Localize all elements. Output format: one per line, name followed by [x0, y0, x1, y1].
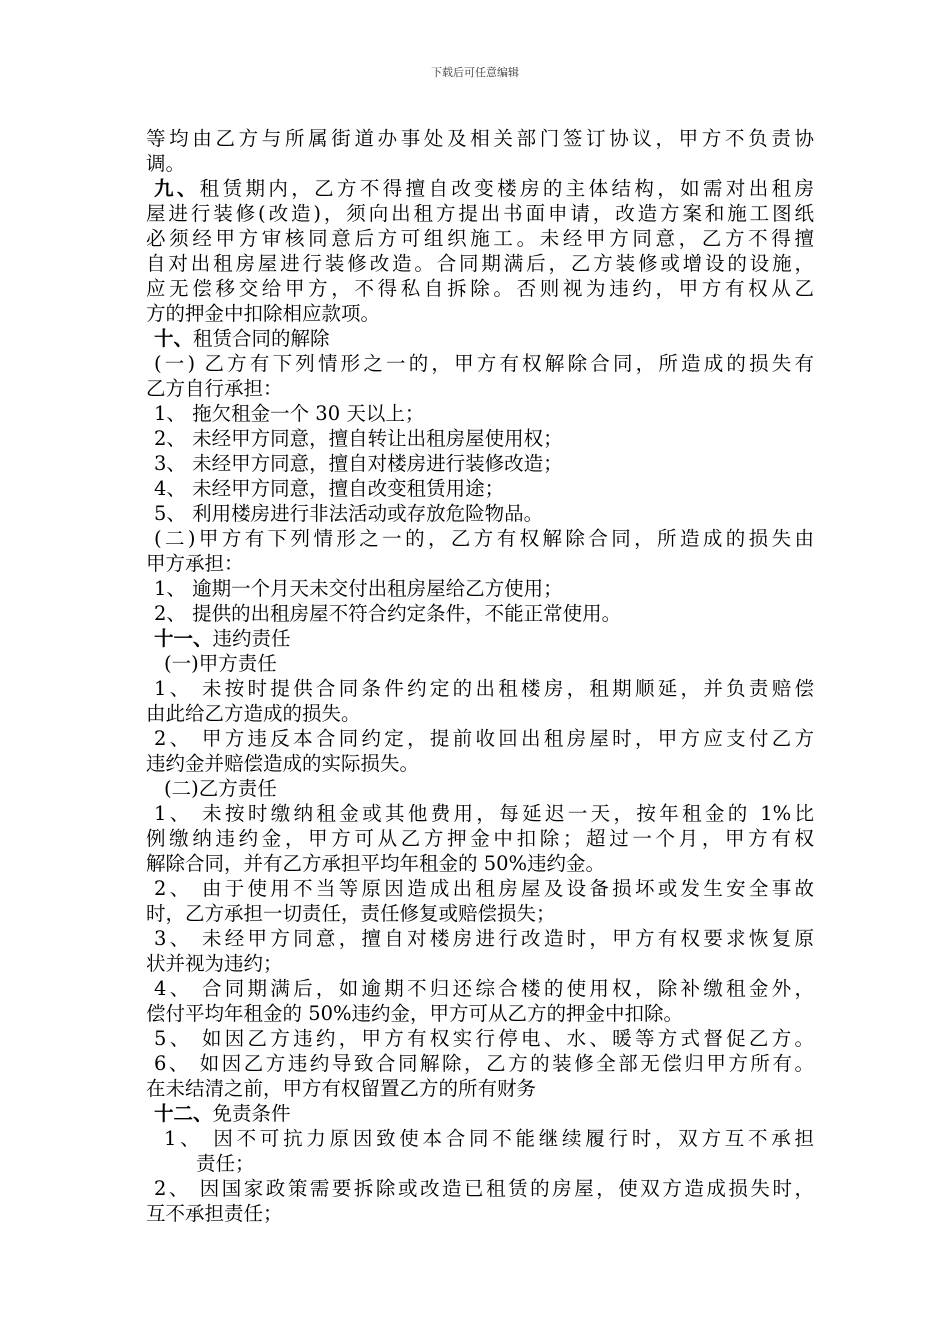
line-text: 租赁期内，乙方不得擅自改变楼房的主体结构，如需对出租房 [199, 177, 814, 200]
line-text: 1、 未按时缴纳租金或其他费用，每延迟一天，按年租金的 1%比 [154, 802, 814, 825]
paragraph-line [146, 951, 814, 976]
paragraph-line [146, 276, 814, 301]
paragraph-line [146, 776, 814, 801]
line-text: 时，乙方承担一切责任，责任修复或赔偿损失； [146, 902, 556, 925]
paragraph-line [146, 1101, 814, 1126]
paragraph-line [146, 751, 814, 776]
line-text: 租赁合同的解除 [193, 327, 330, 350]
paragraph-line [146, 826, 814, 851]
line-text: 违约责任 [212, 627, 291, 650]
line-text: 等均由乙方与所属街道办事处及相关部门签订协议，甲方不负责协 [146, 127, 814, 150]
paragraph-line [146, 326, 814, 351]
line-text: 甲方承担： [146, 552, 244, 575]
line-text: 状并视为违约； [146, 952, 283, 975]
paragraph-line [146, 1201, 814, 1226]
line-text: (一) 乙方有下列情形之一的，甲方有权解除合同，所造成的损失有 [154, 352, 814, 375]
line-text: 应无偿移交给甲方，不得私自拆除。否则视为违约，甲方有权从乙 [146, 277, 814, 300]
line-text: (一)甲方责任 [164, 652, 277, 675]
paragraph-line [146, 1026, 814, 1051]
line-text: 2、 未经甲方同意，擅自转让出租房屋使用权； [154, 427, 563, 450]
paragraph-line [146, 1076, 814, 1101]
paragraph-line [146, 351, 814, 376]
line-text: 4、 合同期满后，如逾期不归还综合楼的使用权，除补缴租金外， [154, 977, 814, 1000]
paragraph-line [146, 651, 814, 676]
paragraph-line [146, 1051, 814, 1076]
line-text: 乙方自行承担： [146, 377, 283, 400]
line-text: 1、 因不可抗力原因致使本合同不能继续履行时，双方互不承担 [164, 1127, 814, 1150]
paragraph-line [146, 526, 814, 551]
line-text: 违约金并赔偿造成的实际损失。 [146, 752, 420, 775]
paragraph-line [146, 401, 814, 426]
paragraph-line [146, 1001, 814, 1026]
line-text: 方的押金中扣除相应款项。 [146, 302, 381, 325]
line-text: 1、 拖欠租金一个 30 天以上； [154, 402, 425, 425]
line-text: 屋进行装修(改造)，须向出租方提出书面申请，改造方案和施工图纸 [146, 202, 814, 225]
paragraph-line [146, 901, 814, 926]
paragraph-line [146, 601, 814, 626]
paragraph-line [146, 1151, 814, 1176]
paragraph-line [146, 426, 814, 451]
line-text: 互不承担责任； [146, 1202, 283, 1225]
section-number: 十一、 [154, 627, 213, 650]
paragraph-line [146, 551, 814, 576]
line-text: 必须经甲方审核同意后方可组织施工。未经甲方同意，乙方不得擅 [146, 227, 814, 250]
paragraph-line [146, 1126, 814, 1151]
paragraph-line [146, 501, 814, 526]
paragraph-line [146, 476, 814, 501]
section-number: 十、 [154, 327, 194, 350]
line-text: 在未结清之前，甲方有权留置乙方的所有财务 [146, 1077, 537, 1100]
line-text: 调。 [146, 152, 186, 175]
line-text: 1、 未按时提供合同条件约定的出租楼房，租期顺延，并负责赔偿 [154, 677, 814, 700]
paragraph-line [146, 1176, 814, 1201]
paragraph-line [146, 251, 814, 276]
paragraph-line [146, 226, 814, 251]
paragraph-line [146, 726, 814, 751]
line-text: 3、 未经甲方同意，擅自对楼房进行改造时，甲方有权要求恢复原 [154, 927, 814, 950]
line-text: (二)甲方有下列情形之一的，乙方有权解除合同，所造成的损失由 [154, 527, 814, 550]
line-text: 解除合同，并有乙方承担平均年租金的 50%违约金。 [146, 852, 606, 875]
paragraph-line [146, 176, 814, 201]
paragraph-line [146, 151, 814, 176]
line-text: 5、 如因乙方违约，甲方有权实行停电、水、暖等方式督促乙方。 [154, 1027, 814, 1050]
paragraph-line [146, 976, 814, 1001]
line-text: 自对出租房屋进行装修改造。合同期满后，乙方装修或增设的设施， [146, 252, 814, 275]
line-text: 2、 由于使用不当等原因造成出租房屋及设备损坏或发生安全事故 [154, 877, 814, 900]
paragraph-line [146, 576, 814, 601]
line-text: 5、 利用楼房进行非法活动或存放危险物品。 [154, 502, 544, 525]
paragraph-line [146, 701, 814, 726]
line-text: 1、 逾期一个月天未交付出租房屋给乙方使用； [154, 577, 563, 600]
paragraph-line [146, 676, 814, 701]
line-text: 责任； [196, 1152, 255, 1175]
line-text: 由此给乙方造成的损失。 [146, 702, 361, 725]
paragraph-line [146, 876, 814, 901]
page-header: 下载后可任意编辑 [431, 66, 519, 79]
line-text: 2、 甲方违反本合同约定，提前收回出租房屋时，甲方应支付乙方 [154, 727, 814, 750]
line-text: 2、 提供的出租房屋不符合约定条件，不能正常使用。 [154, 602, 622, 625]
paragraph-line [146, 301, 814, 326]
line-text: 2、 因国家政策需要拆除或改造已租赁的房屋，使双方造成损失时， [154, 1177, 814, 1200]
document-body [146, 126, 814, 1226]
paragraph-line [146, 126, 814, 151]
paragraph-line [146, 851, 814, 876]
section-number: 十二、 [154, 1102, 213, 1125]
line-text: 4、 未经甲方同意，擅自改变租赁用途； [154, 477, 505, 500]
line-text: 免责条件 [212, 1102, 291, 1125]
paragraph-line [146, 626, 814, 651]
paragraph-line [146, 926, 814, 951]
paragraph-line [146, 451, 814, 476]
line-text: 3、 未经甲方同意，擅自对楼房进行装修改造； [154, 452, 563, 475]
line-text: 偿付平均年租金的 50%违约金，甲方可从乙方的押金中扣除。 [146, 1002, 684, 1025]
section-number: 九、 [154, 177, 200, 200]
paragraph-line [146, 801, 814, 826]
paragraph-line [146, 201, 814, 226]
paragraph-line [146, 376, 814, 401]
line-text: (二)乙方责任 [164, 777, 277, 800]
line-text: 例缴纳违约金，甲方可从乙方押金中扣除；超过一个月，甲方有权 [146, 827, 814, 850]
line-text: 6、 如因乙方违约导致合同解除，乙方的装修全部无偿归甲方所有。 [154, 1052, 814, 1075]
